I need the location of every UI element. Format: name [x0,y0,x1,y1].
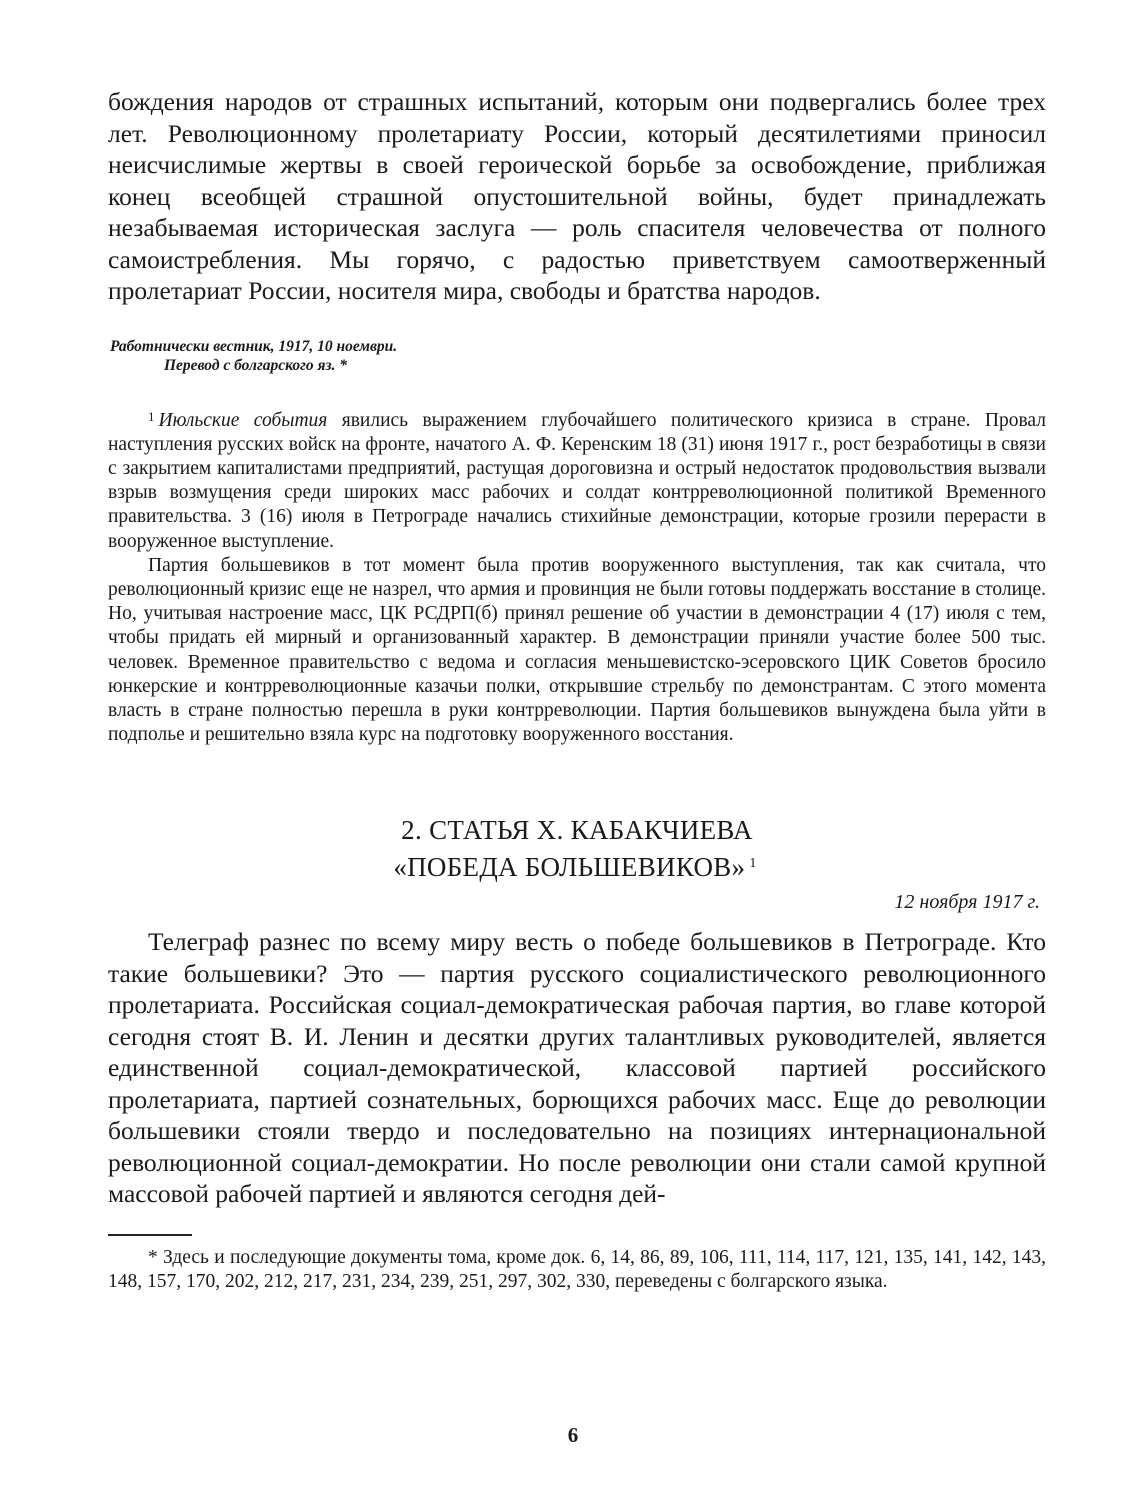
endnote-july-events [108,405,1046,748]
source-citation [110,337,1046,375]
heading-title: «ПОБЕДА БОЛЬШЕВИКОВ» [393,852,746,883]
section-heading [108,813,1046,884]
article-paragraph: Телеграф разнес по всему миру весть о победе большевиков в Петрограде. Кто такие большевики? Это — партия русского социалистического революционного пролетариата. Российская социал-демократическая рабочая партия, во главе которой сегодня стоят В. И. Ленин и десятки других талантливых руководителей, является единственной социал-демократической, классовой партией российского пролетариата, партией сознательных, борющихся рабочих масс. Еще до революции большевики стояли твердо и последовательно на позициях интернациональной революционной социал-демократии. Но после революции они стали самой крупной массовой рабочей партией и являются сегодня дей- [108,927,1046,1209]
endnote-text-1: явились выражением глубочайшего политического кризиса в стране. Провал наступления русских войск на фронте, начатого А. Ф. Керенским 18 (31) июня 1917 г., рост безработицы в связи с закрытием капиталистами предприятий, растущая дороговизна и острый недостаток продовольствия вызвали взрыв возмущения среди широких масс рабочих и солдат контрреволюционной политикой Временного правительства. 3 (16) июля в Петрограде начались стихийные демонстрации, которые грозили перерасти в вооруженное выступление. [108,409,1046,552]
page-content [108,86,1046,1294]
heading-line-2 [108,847,1046,884]
heading-line-1: 2. СТАТЬЯ Х. КАБАКЧИЕВА [401,815,753,846]
footnote-paragraph [108,1246,1046,1294]
article-date: 12 ноября 1917 г. [894,891,1040,914]
heading-note-marker: 1 [749,856,757,872]
endnote-paragraph-2: Партия большевиков в тот момент была против вооруженного выступления, так как считала, что революционный кризис еще не назрел, что армия и провинция не были готовы поддержать восстание в столице. Но, учитывая настроение масс, ЦК РСДРП(б) принял решение об участии в демонстрации 4 (17) июля с тем, чтобы придать ей мирный и организованный характер. В демонстрации приняли участие более 500 тыс. человек. Временное правительство с ведома и согласия меньшевистско-эсеровского ЦИК Советов бросило юнкерские и контрреволюционные казачьи полки, открывшие стрельбу по демонстрантам. С этого момента власть в стране полностью перешла в руки контрреволюции. Партия большевиков вынуждена была уйти в подполье и решительно взяла курс на подготовку вооруженного восстания. [108,554,1046,746]
endnote-marker: 1 [148,408,155,424]
footnote [108,1246,1046,1294]
page-number: 6 [567,1423,579,1447]
endnote-paragraph-1 [108,405,1046,554]
endnote-term: Июльские события [158,409,328,431]
continued-paragraph: бождения народов от страшных испытаний, которым они подвергались более трех лет. Революционному пролетариату России, который десятилетиями приносил неисчислимые жертвы в своей героической борьбе за освобождение, приближая конец всеобщей страшной опустошительной войны, будет принадлежать незабываемая историческая заслуга — роль спасителя человечества от полного самоистребления. Мы горячо, с радостью приветствуем самоотверженный пролетариат России, носителя мира, свободы и братства народов. [108,87,1046,305]
source-line-translation: Перевод с болгарского яз. * [164,356,347,374]
source-line-newspaper: Работнически вестник, 1917, 10 ноември. [110,337,398,355]
footnote-text: Здесь и последующие документы тома, кроме док. 6, 14, 86, 89, 106, 111, 114, 117, 121, 135, 141, 142, 143, 148, 157, 170, 202, 212, 217, 231, 234, 239, 251, 297, 302, 330, переведены с болгарского языка. [108,1246,1047,1292]
footnote-marker: * [148,1246,158,1268]
footnote-divider [108,1234,192,1236]
